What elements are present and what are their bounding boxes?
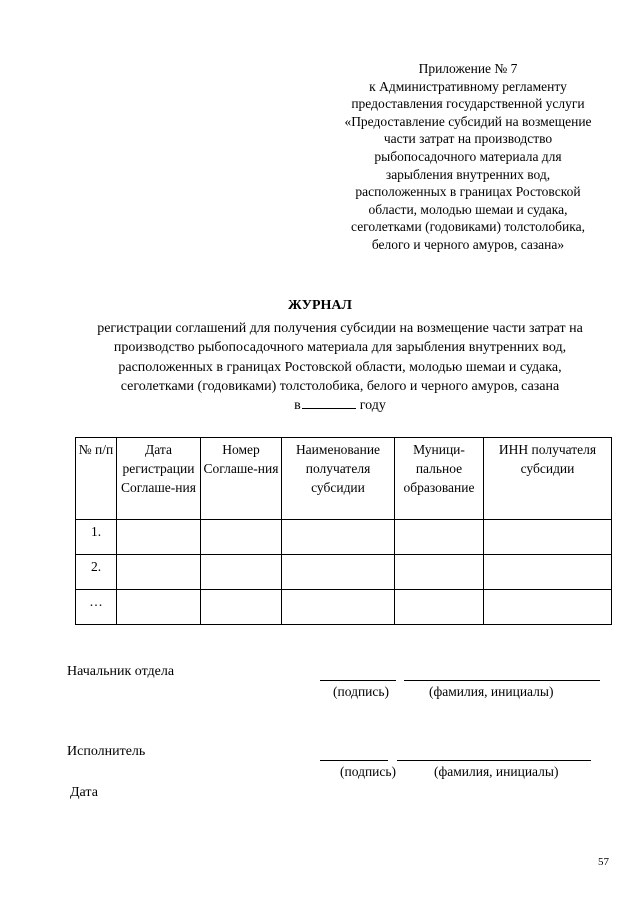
executor-name-line [397,760,591,761]
table-cell [484,555,612,590]
table-cell [117,555,201,590]
table-cell [282,555,395,590]
appendix-line: рыбопосадочного материала для [374,148,562,164]
appendix-line: к Административному регламенту [369,78,567,94]
year-line [40,396,640,415]
head-signature-caption: (подпись) [333,684,390,699]
journal-title: ЖУРНАЛ [288,298,352,313]
table-cell [201,590,282,625]
table-cell [117,520,201,555]
appendix-line: зарыбления внутренних вод, [385,166,551,182]
appendix-line: части затрат на производство [383,131,553,147]
appendix-line: сеголетками (годовиками) толстолобика, [351,219,585,235]
header-agreement-number: Номер Соглаше-ния [201,438,282,520]
table-row [76,555,612,590]
table-cell [201,520,282,555]
table-header-row [76,438,612,520]
date-label: Дата [70,785,98,800]
table-cell [484,520,612,555]
appendix-block [318,60,618,254]
executor-signature-line [320,760,388,761]
header-number: № п/п [76,438,117,520]
table-cell [117,590,201,625]
table-cell [395,520,484,555]
journal-subtitle [40,319,640,415]
appendix-line: расположенных в границах Ростовской [355,184,581,200]
table-row [76,590,612,625]
header-municipality: Муници-пальное образование [395,438,484,520]
executor-label: Исполнитель [67,744,146,759]
table-cell [201,555,282,590]
table-cell [395,590,484,625]
table-cell [484,590,612,625]
head-signature-line [320,680,396,681]
table-cell: … [76,590,117,625]
year-suffix: году [359,398,386,414]
table-cell: 1. [76,520,117,555]
executor-signature-caption: (подпись) [340,764,397,779]
table-cell [282,520,395,555]
table-cell [282,590,395,625]
table-cell: 2. [76,555,117,590]
appendix-line: белого и черного амуров, сазана» [371,236,565,252]
appendix-line: Приложение № 7 [418,61,518,76]
head-name-line [404,680,600,681]
appendix-line: предоставления государственной услуги [351,96,585,112]
page-number: 57 [598,856,609,868]
subtitle-line: сеголетками (годовиками) толстолобика, белого и черного амуров, сазана [120,378,560,394]
year-prefix: в [294,398,301,414]
registration-table [75,437,612,625]
executor-name-caption: (фамилия, инициалы) [434,764,559,779]
header-inn: ИНН получателя субсидии [484,438,612,520]
subtitle-line: расположенных в границах Ростовской области, молодью шемаи и судака, [118,359,562,375]
head-name-caption: (фамилия, инициалы) [429,684,554,699]
header-recipient-name: Наименование получателя субсидии [282,438,395,520]
table-row [76,520,612,555]
appendix-line: «Предоставление субсидий на возмещение [344,113,592,129]
head-label: Начальник отдела [67,664,175,679]
subtitle-line: регистрации соглашений для получения субсидии на возмещение части затрат на [97,321,583,336]
appendix-line: области, молодью шемаи и судака, [368,201,568,217]
table-cell [395,555,484,590]
header-date: Дата регистрации Соглаше-ния [117,438,201,520]
year-blank [302,396,356,409]
subtitle-line: производство рыбопосадочного материала для зарыбления внутренних вод, [113,340,567,356]
